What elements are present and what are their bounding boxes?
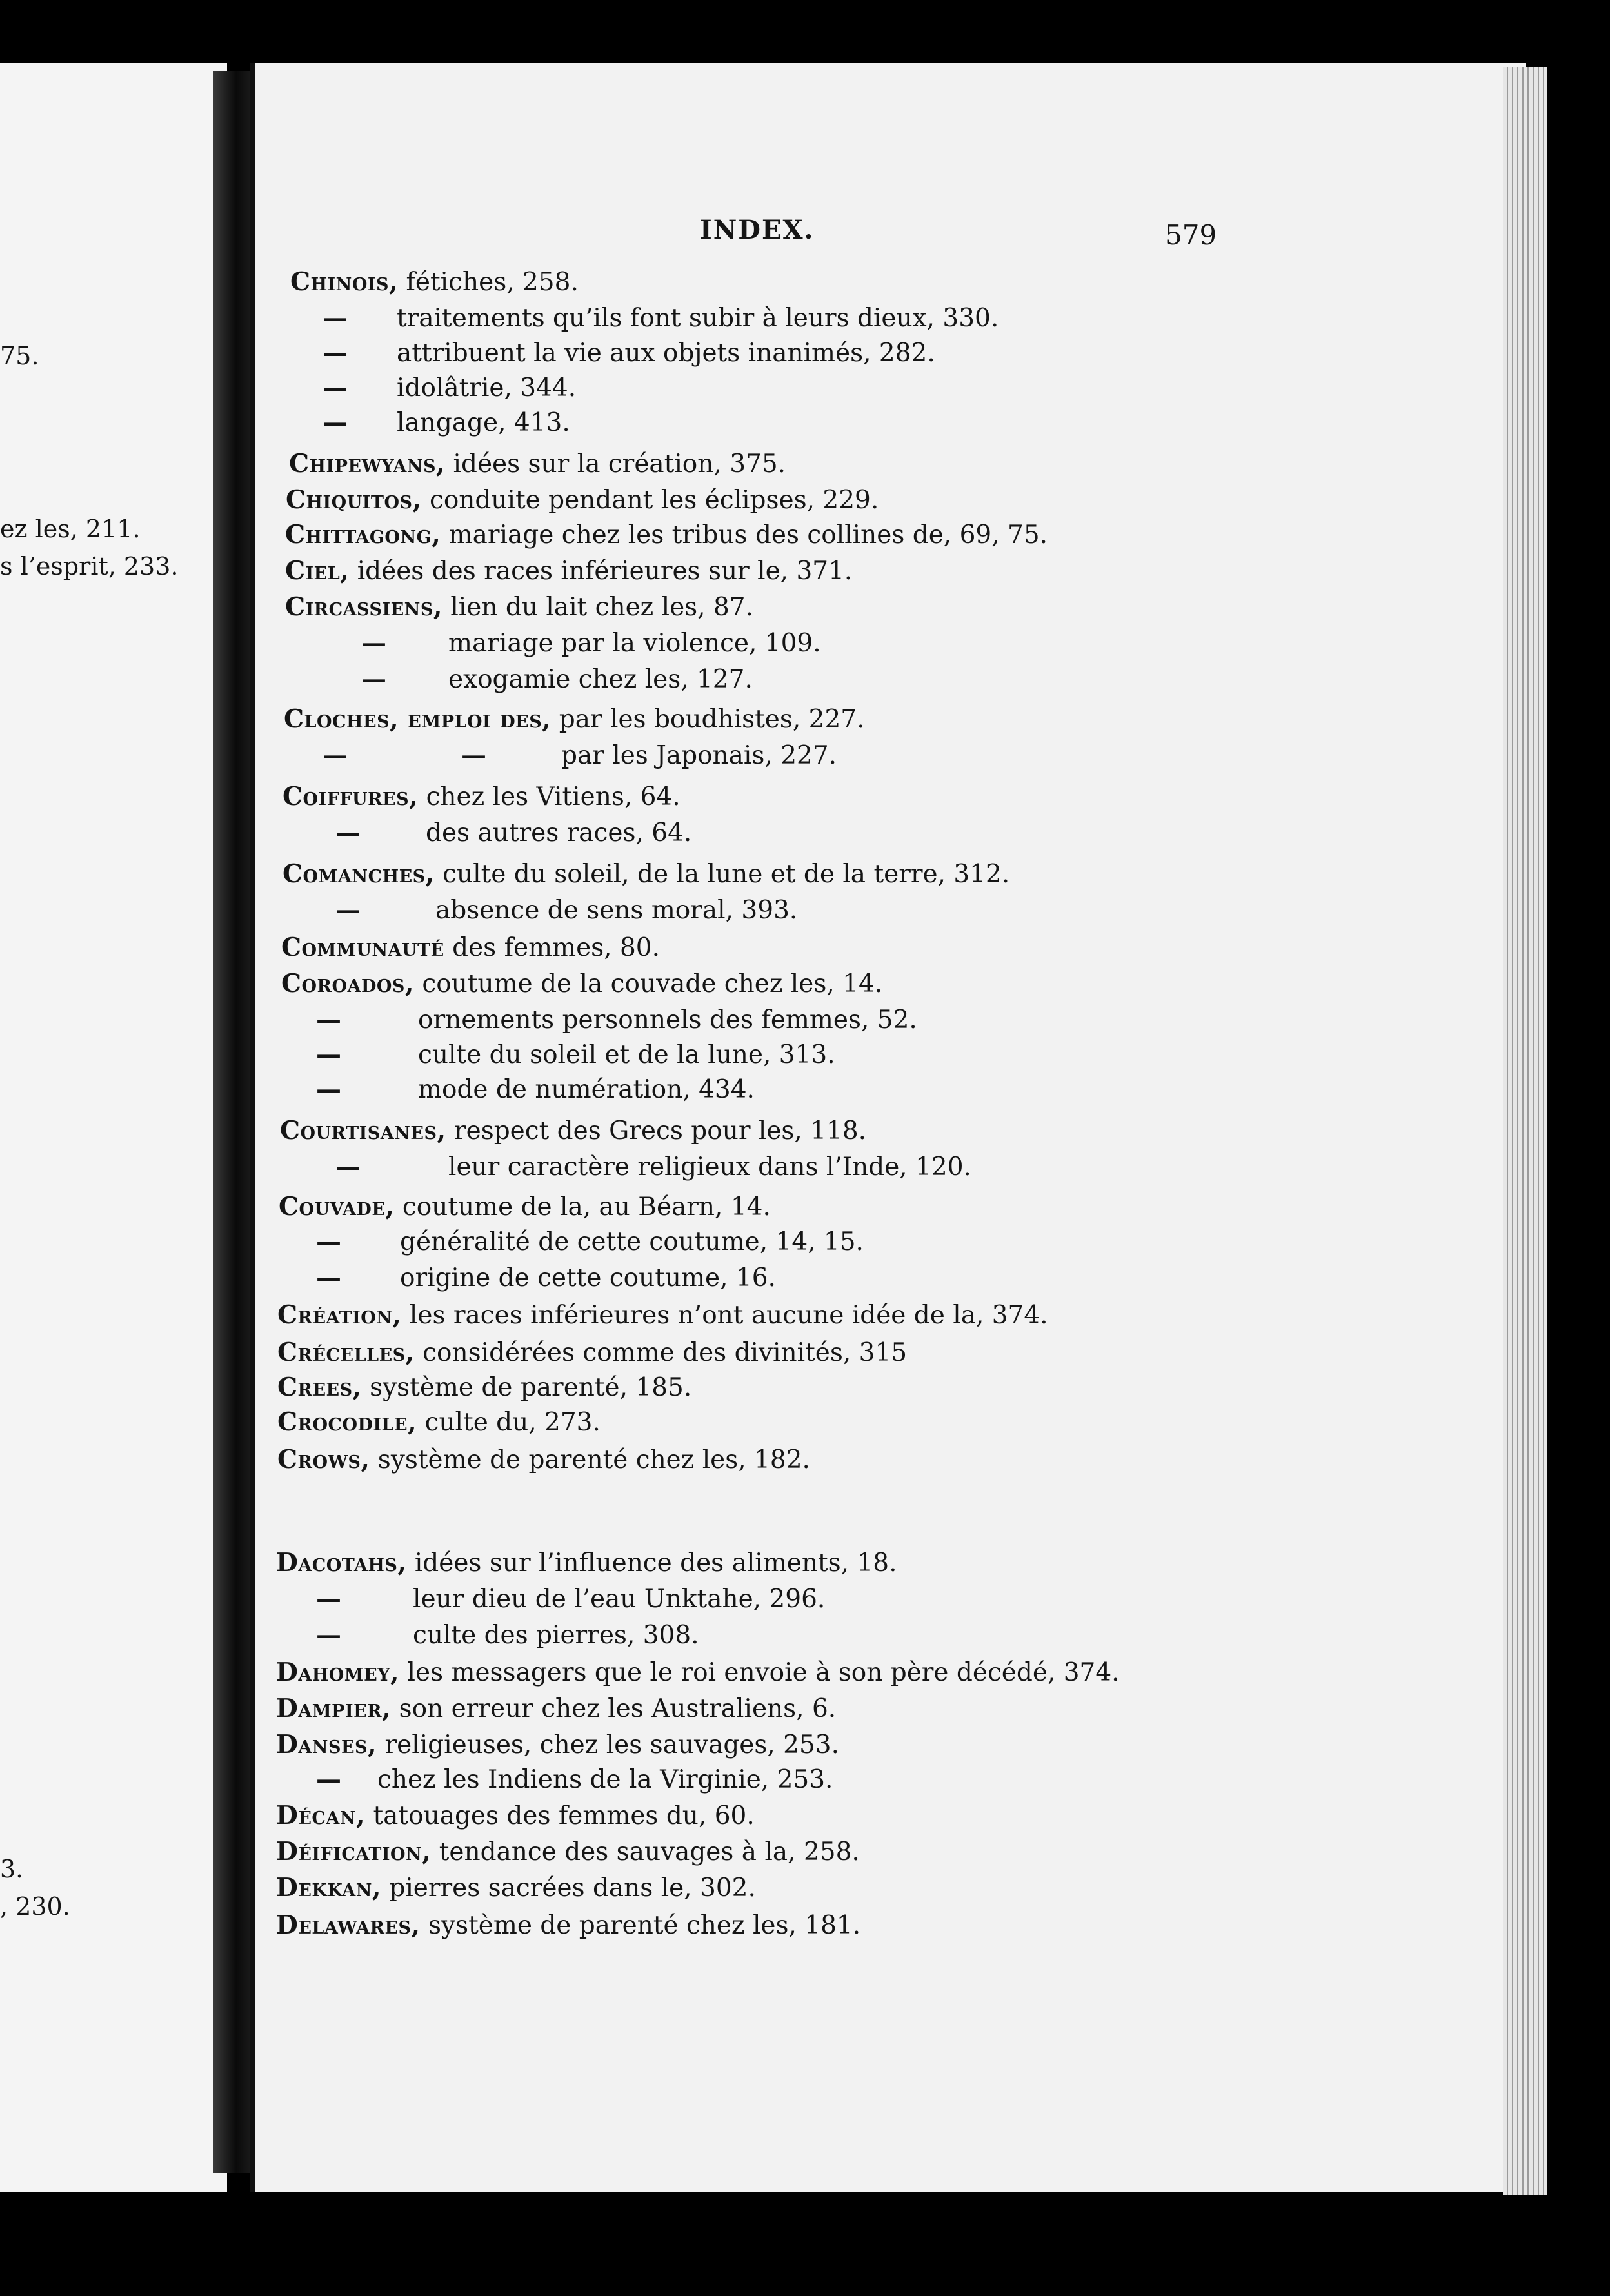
entry-text: absence de sens moral, 393. (435, 896, 798, 925)
ditto-dash: — (335, 818, 361, 847)
entry-text: par les Japonais, 227. (561, 741, 837, 770)
ditto-dash: — (316, 1005, 341, 1034)
entry-text: mariage chez les tribus des collines de, 69, 75. (441, 520, 1048, 549)
index-entry (281, 935, 660, 960)
left-fragment: 75. (0, 342, 39, 370)
entry-text: les races inférieures n’ont aucune idée de la, 374. (401, 1301, 1048, 1330)
index-entry (289, 451, 786, 477)
ditto-dash: — (323, 740, 348, 770)
index-entry (277, 1300, 1048, 1330)
entry-headword: Dampier, (276, 1694, 392, 1723)
entry-text: son erreur chez les Australiens, 6. (391, 1694, 837, 1723)
index-entry (280, 1118, 866, 1143)
entry-text: généralité de cette coutume, 14, 15. (400, 1227, 864, 1256)
entry-text: religieuses, chez les sauvages, 253. (377, 1730, 840, 1759)
entry-headword: Chipewyans, (289, 449, 446, 479)
entry-text: pierres sacrées dans le, 302. (381, 1874, 756, 1903)
entry-text: exogamie chez les, 127. (448, 665, 753, 694)
ditto-dash: — (361, 628, 386, 658)
index-entry (277, 1372, 692, 1402)
ditto-dash: — (316, 1040, 341, 1069)
entry-headword: Coroados, (281, 969, 414, 998)
ditto-dash: — (316, 1263, 341, 1292)
entry-headword: Communauté (281, 933, 444, 962)
entry-headword: Circassiens, (285, 592, 442, 622)
ditto-dash: — (335, 895, 361, 925)
entry-headword: Couvade, (279, 1192, 395, 1222)
index-entry (290, 267, 579, 297)
entry-text: culte du soleil et de la lune, 313. (418, 1040, 835, 1069)
index-entry (285, 592, 753, 622)
ditto-dash: — (461, 740, 486, 770)
entry-headword: Création, (277, 1300, 402, 1330)
entry-headword: Crows, (277, 1445, 370, 1474)
book-gutter (213, 71, 252, 2173)
entry-text: respect des Grecs pour les, 118. (446, 1116, 867, 1145)
entry-headword: Décan, (276, 1801, 366, 1830)
index-entry (284, 704, 865, 734)
entry-headword: Danses, (276, 1730, 377, 1759)
index-entry (276, 1550, 897, 1576)
entry-text: culte du, 273. (417, 1408, 601, 1437)
entry-text: tendance des sauvages à la, 258. (431, 1837, 860, 1866)
ditto-dash: — (316, 1074, 341, 1104)
entry-headword: Cloches, emploi des, (284, 704, 552, 734)
ditto-dash: — (335, 1152, 361, 1182)
left-fragment: ez les, 211. (0, 515, 141, 543)
entry-text: chez les Vitiens, 64. (418, 782, 681, 811)
ditto-dash: — (323, 408, 348, 437)
entry-text: coutume de la couvade chez les, 14. (413, 969, 883, 998)
entry-text: conduite pendant les éclipses, 229. (421, 486, 879, 515)
left-fragment: , 230. (0, 1892, 70, 1921)
index-entry (276, 1732, 839, 1757)
index-entry (276, 1803, 755, 1828)
entry-headword: Coiffures, (283, 782, 419, 811)
entry-headword: Comanches, (283, 859, 435, 889)
index-entry (286, 485, 879, 515)
entry-text: attribuent la vie aux objets inanimés, 282. (397, 339, 935, 368)
index-entry (276, 1875, 756, 1901)
left-page-margin (0, 63, 227, 2192)
ditto-dash: — (323, 373, 348, 402)
entry-text: considérées comme des divinités, 315 (414, 1338, 908, 1367)
ditto-dash: — (316, 1584, 341, 1614)
left-fragment: s l’esprit, 233. (0, 552, 179, 580)
entry-text: ornements personnels des femmes, 52. (418, 1005, 917, 1034)
entry-text: origine de cette coutume, 16. (400, 1263, 776, 1292)
entry-text: système de parenté chez les, 182. (370, 1445, 810, 1474)
entry-headword: Chinois, (290, 267, 399, 297)
index-entry (283, 859, 1010, 889)
ditto-dash: — (316, 1765, 341, 1794)
page-edges (1503, 67, 1547, 2195)
entry-text: leur dieu de l’eau Unktahe, 296. (413, 1585, 826, 1614)
ditto-dash: — (323, 338, 348, 368)
index-entry (277, 1407, 601, 1437)
entry-headword: Ciel, (285, 556, 350, 586)
ditto-dash: — (316, 1227, 341, 1256)
index-entry (276, 1839, 860, 1865)
entry-headword: Crocodile, (277, 1407, 417, 1437)
index-entry (276, 1910, 861, 1940)
entry-text: mode de numération, 434. (418, 1075, 755, 1104)
entry-text: système de parenté chez les, 181. (420, 1911, 861, 1940)
entry-text: par les boudhistes, 227. (551, 705, 865, 734)
letter-section-break (277, 1509, 284, 1516)
page-title: INDEX. (700, 215, 815, 245)
entry-text: idées sur la création, 375. (445, 450, 786, 479)
index-entry (281, 971, 882, 996)
index-entry (276, 1696, 836, 1721)
entry-headword: Déification, (276, 1837, 432, 1866)
page-number: 579 (1165, 219, 1217, 251)
entry-headword: Crécelles, (277, 1338, 415, 1367)
entry-text: idées des races inférieures sur le, 371. (349, 557, 853, 586)
entry-text: chez les Indiens de la Virginie, 253. (377, 1765, 833, 1794)
entry-headword: Dacotahs, (276, 1548, 407, 1578)
entry-text: traitements qu’ils font subir à leurs dieux, 330. (397, 304, 999, 333)
entry-headword: Chiquitos, (286, 485, 422, 515)
entry-text: idées sur l’influence des aliments, 18. (406, 1549, 897, 1578)
entry-text: tatouages des femmes du, 60. (365, 1801, 755, 1830)
entry-headword: Dahomey, (276, 1658, 400, 1687)
entry-text: fétiches, 258. (398, 268, 579, 297)
entry-text: des autres races, 64. (426, 818, 692, 847)
ditto-dash: — (323, 303, 348, 333)
entry-text: mariage par la violence, 109. (448, 629, 821, 658)
entry-text: lien du lait chez les, 87. (442, 593, 753, 622)
entry-text: leur caractère religieux dans l’Inde, 120. (448, 1153, 971, 1182)
index-entry (277, 1340, 907, 1365)
index-entry (277, 1447, 810, 1472)
entry-text: système de parenté, 185. (361, 1373, 692, 1402)
entry-text: les messagers que le roi envoie à son père décédé, 374. (399, 1658, 1120, 1687)
entry-text: coutume de la, au Béarn, 14. (394, 1193, 771, 1222)
ditto-dash: — (361, 664, 386, 694)
entry-text: langage, 413. (397, 408, 570, 437)
entry-headword: Courtisanes, (280, 1116, 446, 1145)
entry-text: des femmes, 80. (444, 933, 660, 962)
index-entry (276, 1660, 1120, 1685)
entry-headword: Crees, (277, 1372, 362, 1402)
entry-text: idolâtrie, 344. (397, 373, 577, 402)
index-entry (285, 522, 1048, 548)
index-entry (279, 1194, 771, 1220)
index-entry (285, 556, 853, 586)
entry-headword: Chittagong, (285, 520, 441, 549)
entry-text: culte des pierres, 308. (413, 1621, 699, 1650)
left-fragment: 3. (0, 1855, 24, 1883)
entry-headword: Dekkan, (276, 1873, 381, 1903)
ditto-dash: — (316, 1620, 341, 1650)
entry-headword: Delawares, (276, 1910, 421, 1940)
index-entry (283, 784, 681, 809)
entry-text: culte du soleil, de la lune et de la terre, 312. (434, 860, 1010, 889)
